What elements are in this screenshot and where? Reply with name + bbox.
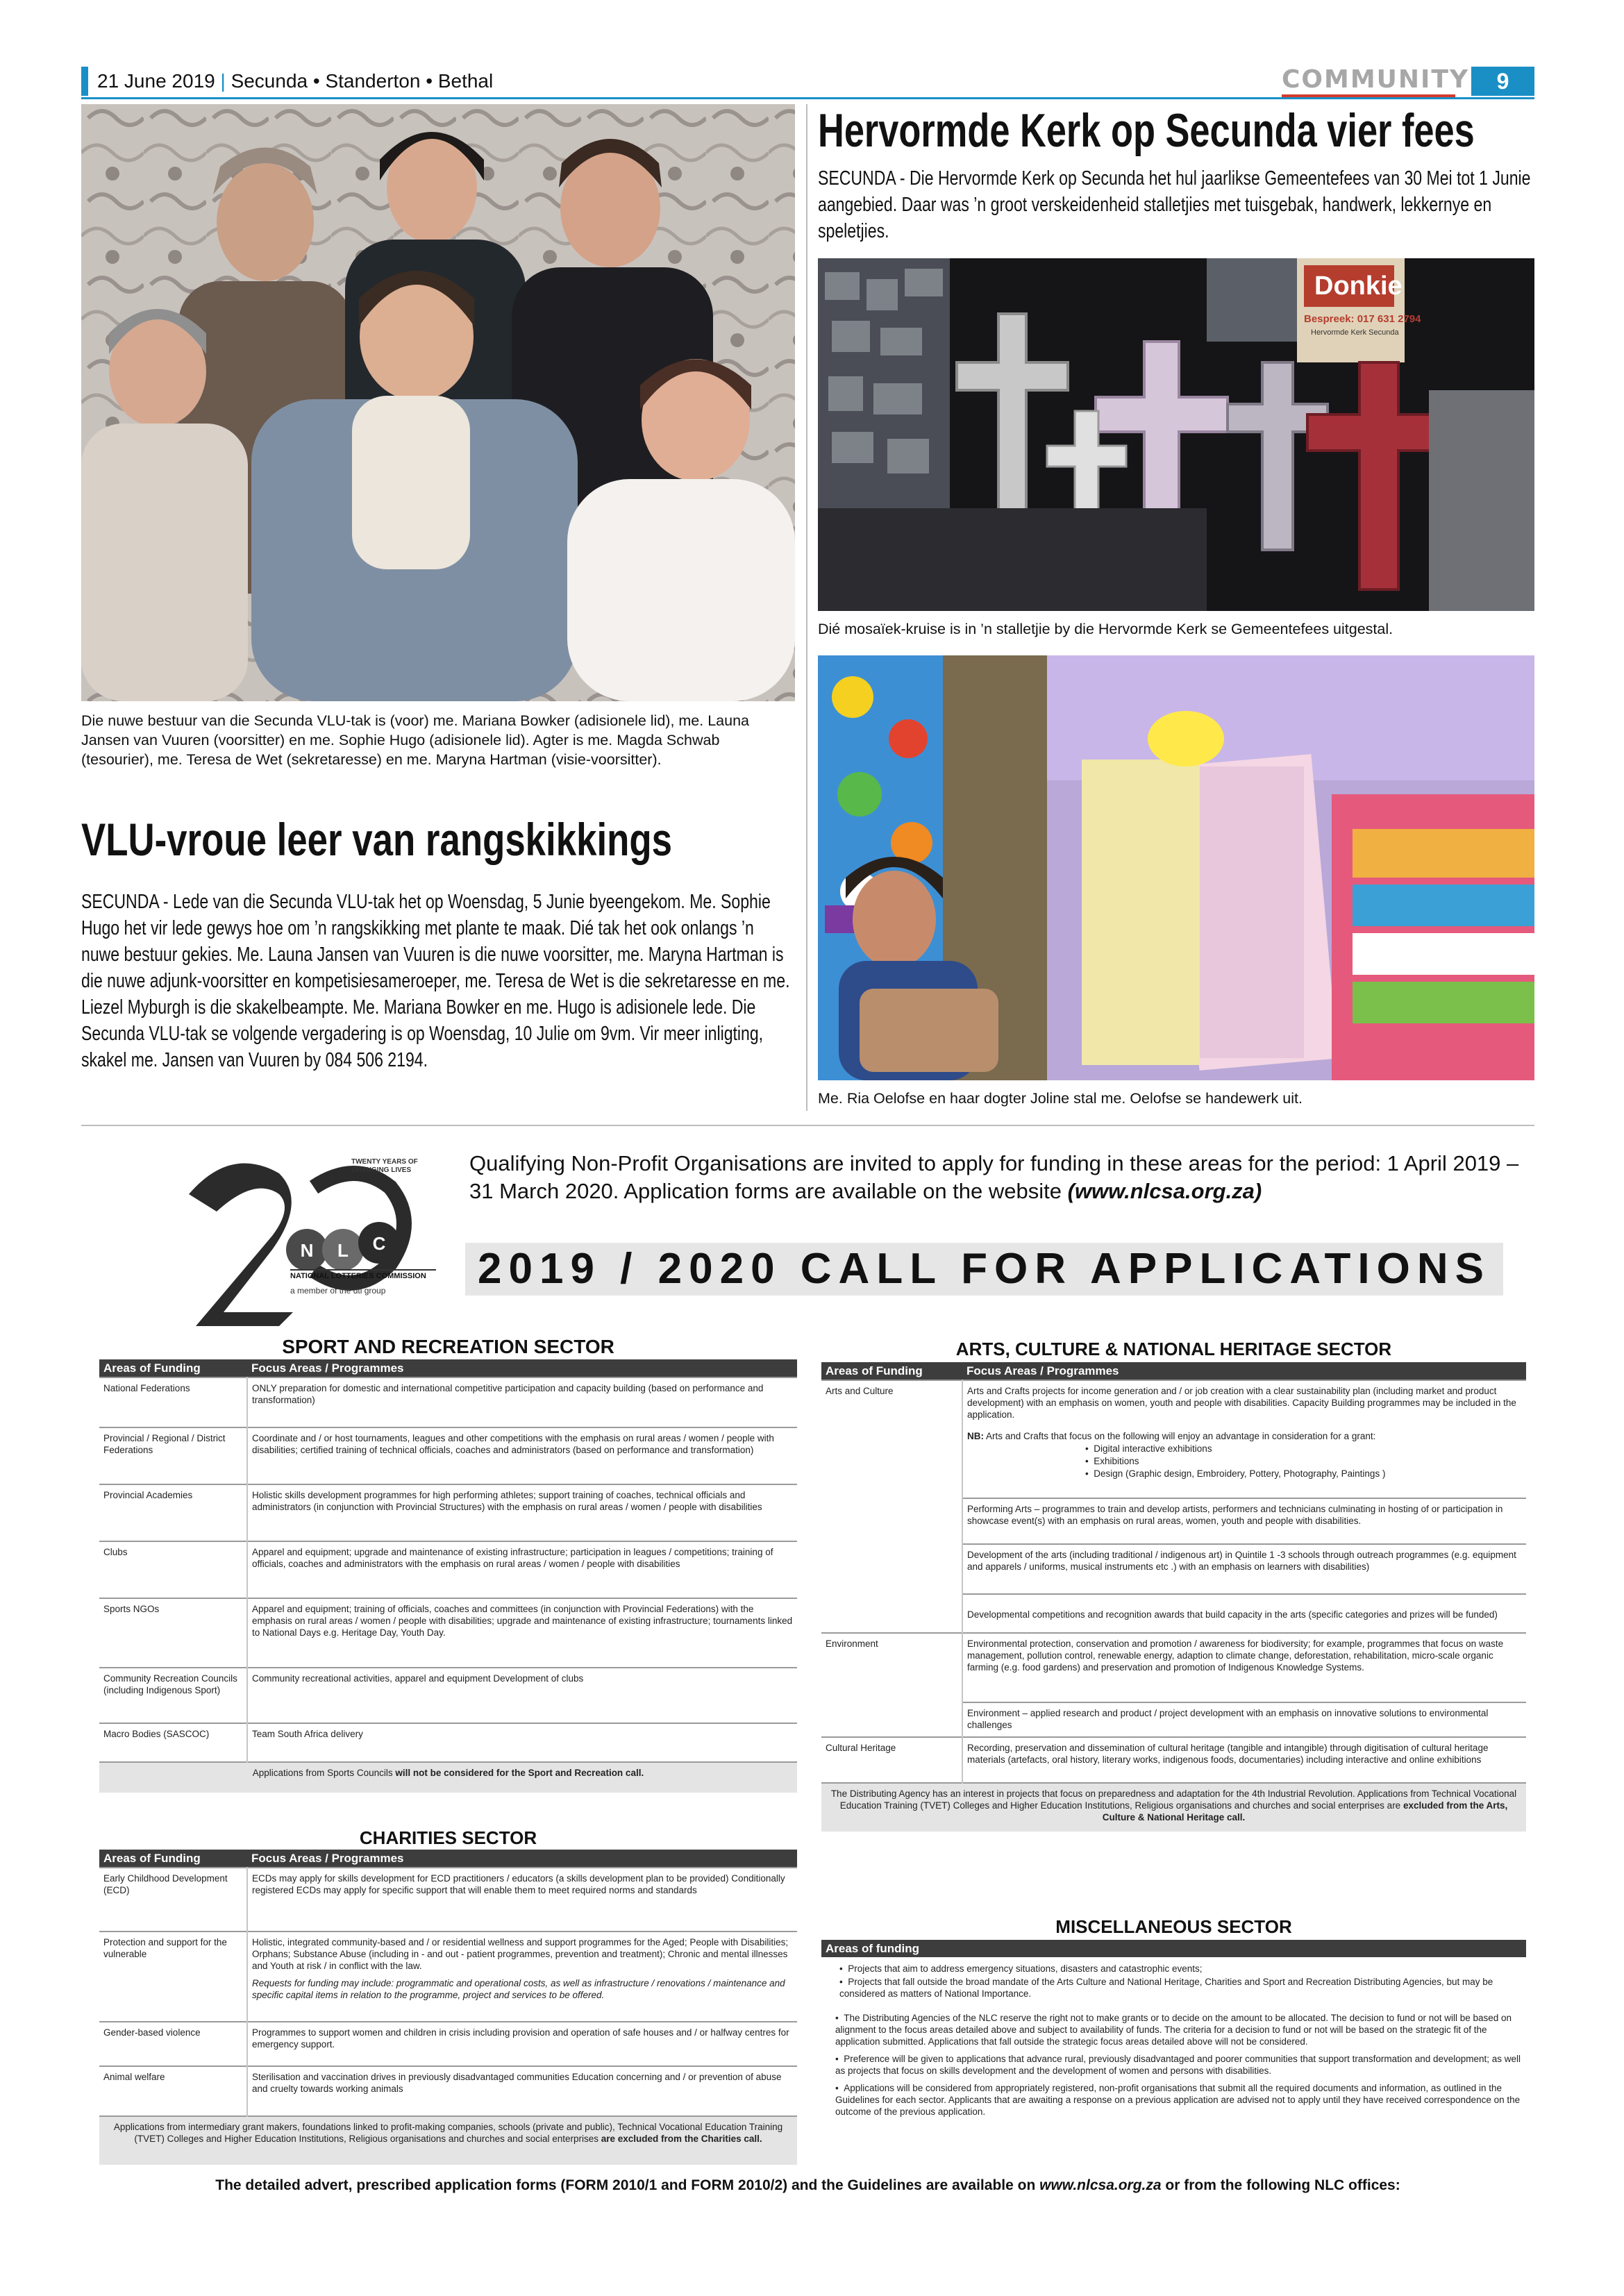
crosses-caption: Dié mosaïek-kruise is in ’n stalletjie by die Hervormde Kerk se Gemeentefees uitgestal. <box>818 621 1393 637</box>
sport-focus: Holistic skills development programmes for high performing athletes; support training of coaches, technical officials and administrators (in conjunction with Provincial Structures) with the emphasis on rural areas / women / people with disabilities <box>247 1484 797 1541</box>
table-row <box>99 2022 797 2066</box>
charities-sector-title: CHARITIES SECTOR <box>359 1827 537 1848</box>
advert-divider-rule <box>81 1125 1534 1126</box>
arts-footer-bold: excluded from the Arts, Culture & National Heritage call. <box>1102 1800 1508 1822</box>
env-area: Environment <box>821 1633 962 1737</box>
charities-focus: Sterilisation and vaccination drives in previously disadvantaged communities Education concerning and / or prevention of abuse and cruelty towards working animals <box>247 2066 797 2116</box>
advert-footer-text: The detailed advert, prescribed application forms (FORM 2010/1 and FORM 2010/2) and the Guidelines are available on <box>215 2177 1036 2193</box>
vlu-group-photo <box>81 104 795 701</box>
table-row <box>821 1380 1526 1498</box>
header-date: 21 June 2019 <box>97 70 215 92</box>
donkie-sign-phone: Bespreek: 017 631 2794 <box>1304 313 1421 325</box>
charities-area: Animal welfare <box>99 2066 247 2116</box>
nlc-logo-letter-n: N <box>300 1240 314 1261</box>
table-row <box>821 1633 1526 1702</box>
charities-sector-table <box>99 1850 797 2165</box>
sport-focus: Apparel and equipment; upgrade and maintenance of existing infrastructure; participation in leagues / competitions; training of officials, coaches and administrators with the emphasis on rural areas / women / people with disabilities <box>247 1541 797 1598</box>
header-page-number: 9 <box>1471 67 1534 96</box>
advert-footer-text-end: or from the following NLC offices: <box>1165 2177 1400 2193</box>
header-rule <box>81 97 1534 99</box>
table-row <box>99 1932 797 2022</box>
arts-col-area: Areas of Funding <box>821 1362 962 1380</box>
table-row <box>99 1723 797 1762</box>
table-row <box>99 1598 797 1668</box>
sport-footer-text: Applications from Sports Councils <box>252 1768 393 1778</box>
sport-area: Provincial Academies <box>99 1484 247 1541</box>
donkie-sign-title: Donkie <box>1314 271 1403 301</box>
charities-focus: Holistic, integrated community-based and / or residential wellness and support programmes for the Aged; People with Disabilities; Orphans; Substance Abuse (including in - and out - patient programmes, prevention and treatment); Chronic and mental illnesses and Youth at risk / in conflict with the law. <box>252 1937 789 1971</box>
advert-intro <box>469 1150 1525 1205</box>
list-item: • Digital interactive exhibitions <box>1085 1443 1212 1454</box>
nlc-logo-letter-c: C <box>372 1233 386 1254</box>
advert-intro-text: Qualifying Non-Profit Organisations are invited to apply for funding in these areas for the period: 1 April 2019 – 31 March 2020. Application forms are available on the website <box>469 1151 1519 1203</box>
kerk-headline: Hervormde Kerk op Secunda vier fees <box>818 104 1475 157</box>
charities-area: Early Childhood Development (ECD) <box>99 1868 247 1932</box>
charities-focus: Programmes to support women and children in crisis including provision and operation of safe houses and / or halfway centres for emergency support. <box>247 2022 797 2066</box>
sport-focus: ONLY preparation for domestic and international competitive participation and capacity building (based on performance and transformation) <box>247 1377 797 1427</box>
advert-footer-link[interactable]: www.nlcsa.org.za <box>1039 2177 1162 2193</box>
list-item: • Exhibitions <box>1085 1456 1139 1466</box>
sport-area: Macro Bodies (SASCOC) <box>99 1723 247 1762</box>
sport-focus: Coordinate and / or host tournaments, leagues and other competitions with the emphasis on rural areas / women / people with disabilities; certified training of technical officials, coaches and administrators (based on performance and transformation) <box>247 1427 797 1484</box>
charities-note: Requests for funding may include: programmatic and operational costs, as well as infrastructure / renovations / maintenance and specific capital items in relation to the programme, project and services to be offered. <box>252 1978 785 2000</box>
heritage-focus: Recording, preservation and dissemination of cultural heritage (tangible and intangible) through digitisation of cultural heritage materials (artefacts, oral history, literary works, indigenous foods, documentaries) including interactive and online exhibitions <box>962 1737 1526 1783</box>
sport-area: Community Recreation Councils (including Indigenous Sport) <box>99 1668 247 1723</box>
misc-sector-table <box>821 1940 1526 2005</box>
advert-footer <box>81 2177 1534 2194</box>
advert-banner-title: 2019 / 2020 CALL FOR APPLICATIONS <box>478 1245 1491 1293</box>
nlc-logo-years: TWENTY YEARS OF CHANGING LIVES <box>351 1158 418 1174</box>
arts-focus: Developmental competitions and recognition awards that build capacity in the arts (specific categories and prizes will be funded) <box>962 1594 1526 1633</box>
advert-website-link[interactable]: (www.nlcsa.org.za) <box>1067 1179 1262 1203</box>
list-item: • The Distributing Agencies of the NLC reserve the right not to make grants or to decide on the amount to be allocated. The decision to fund or not will be based on alignment to the focus areas detailed above and subject to availability of funds. The criteria for a decision to fund or not will be based on the strategic fit of the application submitted. Applications that fall outside the strategic focus areas detailed above will not be considered. <box>835 2013 1512 2047</box>
nlc-logo-org: NATIONAL LOTTERIES COMMISSION <box>290 1269 436 1280</box>
sport-col-area: Areas of Funding <box>99 1359 247 1377</box>
table-row <box>821 1957 1526 2005</box>
charities-area: Gender-based violence <box>99 2022 247 2066</box>
heritage-area: Cultural Heritage <box>821 1737 962 1783</box>
arts-area: Arts and Culture <box>821 1380 962 1633</box>
sport-area: National Federations <box>99 1377 247 1427</box>
misc-col-area: Areas of funding <box>821 1940 1526 1957</box>
sport-footer-row <box>99 1762 797 1793</box>
sport-focus: Community recreational activities, apparel and equipment Development of clubs <box>247 1668 797 1723</box>
list-item: • Preference will be given to applications that advance rural, previously disadvantaged and poorer communities that support transformation and development; as well as projects that focus on skills development and the development of women and persons with disabilities. <box>835 2054 1521 2076</box>
sport-sector-table <box>99 1359 797 1793</box>
table-row <box>821 1737 1526 1783</box>
arts-focus: Performing Arts – programmes to train and develop artists, performers and technicians culminating in hosting of or participation in showcase event(s) with an emphasis on rural areas, women, youth and people with disabilities. <box>962 1498 1526 1544</box>
header-accent-bar <box>81 67 88 96</box>
kerk-body: SECUNDA - Die Hervormde Kerk op Secunda het hul jaarlikse Gemeentefees van 30 Mei tot 1 Junie aangebied. Daar was ’n groot verskeidenheid stalletjies met tuisgebak, handwerk, lekkernye en speletjies. <box>818 167 1531 242</box>
header-towns: Secunda • Standerton • Bethal <box>231 70 494 92</box>
charities-area: Protection and support for the vulnerable <box>99 1932 247 2022</box>
vlu-photo-caption: Die nuwe bestuur van die Secunda VLU-tak is (voor) me. Mariana Bowker (adisionele lid), me. Launa Jansen van Vuuren (voorsitter) en me. Sophie Hugo (adisionele lid). Agter is me. Magda Schwab (tesourier), me. Teresa de Wet (sekretaresse) en me. Maryna Hartman (visie-voorsitter). <box>81 712 749 768</box>
handiwork-photo <box>818 655 1534 1080</box>
list-item: • Projects that aim to address emergency situations, disasters and catastrophic events; <box>839 1963 1203 1974</box>
sport-col-focus: Focus Areas / Programmes <box>247 1359 797 1377</box>
column-rule <box>806 104 807 1111</box>
sport-footer-bold: will not be considered for the Sport and Recreation call. <box>395 1768 644 1778</box>
arts-focus: Arts and Crafts projects for income generation and / or job creation with a clear sustainability plan (including market and product development) with an emphasis on women, youth and people with disabilities. Capacity Building programmes may be included in the application. <box>967 1386 1516 1420</box>
env-focus: Environmental protection, conservation and promotion / awareness for biodiversity; for example, programmes that focus on waste management, pollution control, renewable energy, adaption to climate change, deforestation, rehabilitation, micro-scale organic farming (e.g. food gardens) and preservation and promotion of Indigenous Knowledge Systems. <box>962 1633 1526 1702</box>
charities-col-focus: Focus Areas / Programmes <box>247 1850 797 1868</box>
donkie-sign-sub: Hervormde Kerk Secunda <box>1311 328 1399 337</box>
table-row <box>99 1484 797 1541</box>
nlc-logo-member: a member of the dti group <box>290 1286 386 1296</box>
misc-notes <box>821 2011 1526 2119</box>
header-dateline: 21 June 2019 | Secunda • Standerton • Bethal <box>97 70 494 92</box>
nlc-logo-letter-l: L <box>337 1240 349 1261</box>
sport-sector-title: SPORT AND RECREATION SECTOR <box>282 1336 614 1357</box>
arts-sector-table <box>821 1362 1526 1832</box>
sport-focus: Apparel and equipment; training of officials, coaches and committees (in conjunction with Provincial Federations) with the emphasis on rural areas / women / people with disabilities; upgrade and maintenance of existing infrastructure; tournaments linked to National Days e.g. Heritage Day, Youth Day. <box>247 1598 797 1668</box>
env-focus: Environment – applied research and product / project development with an emphasis on innovative solutions to environmental challenges <box>962 1702 1526 1737</box>
charities-footer-text: Applications from intermediary grant makers, foundations linked to profit-making companies, schools (private and public), Technical Vocational Education Training (TVET) Colleges and Higher Education Institutions, Religious organisations and churches and social enterprises <box>113 2122 783 2144</box>
header-section-name: COMMUNITY <box>1282 65 1470 94</box>
table-row <box>99 1377 797 1427</box>
arts-nb: Arts and Crafts that focus on the following will enjoy an advantage in consideration for a grant: <box>986 1431 1376 1441</box>
arts-focus: Development of the arts (including traditional / indigenous art) in Quintile 1 -3 schools through outreach programmes (e.g. equipment and apparels / uniforms, musical instruments etc .) with an emphasis on learners with disabilities) <box>962 1544 1526 1594</box>
sport-area: Provincial / Regional / District Federations <box>99 1427 247 1484</box>
sport-area: Sports NGOs <box>99 1598 247 1668</box>
mosaic-crosses-photo <box>818 258 1534 611</box>
arts-col-focus: Focus Areas / Programmes <box>962 1362 1526 1380</box>
misc-sector-title: MISCELLANEOUS SECTOR <box>1055 1916 1292 1937</box>
table-row <box>99 1668 797 1723</box>
table-row <box>99 2066 797 2116</box>
vlu-headline: VLU-vroue leer van rangskikkings <box>81 814 672 865</box>
list-item: • Applications will be considered from appropriately registered, non-profit organisations that submit all the required documents and information, as outlined in the Guidelines for each sector. Applicants that are awaiting a response on a previous application are advised not to apply until they have received correspondence on the outcome of the previous application. <box>835 2083 1521 2117</box>
charities-col-area: Areas of Funding <box>99 1850 247 1868</box>
charities-footer-row <box>99 2116 797 2165</box>
arts-sector-title: ARTS, CULTURE & NATIONAL HERITAGE SECTOR <box>955 1339 1392 1359</box>
table-row <box>99 1541 797 1598</box>
arts-footer-row <box>821 1783 1526 1832</box>
list-item: • Design (Graphic design, Embroidery, Pottery, Photography, Paintings ) <box>1085 1468 1386 1479</box>
table-row <box>99 1868 797 1932</box>
list-item: • Projects that fall outside the broad mandate of the Arts Culture and National Heritage, Charities and Sport and Recreation Distributing Agencies, but may be considered as matters of National Importance. <box>839 1977 1493 1999</box>
charities-footer-bold: are excluded from the Charities call. <box>601 2134 762 2144</box>
table-row <box>99 1427 797 1484</box>
charities-focus: ECDs may apply for skills development for ECD practitioners / educators (a skills development plan to be provided) Conditionally registered ECDs may apply for specific support that will enable them to meet required norms and standards <box>247 1868 797 1932</box>
sport-area: Clubs <box>99 1541 247 1598</box>
arts-footer-text: The Distributing Agency has an interest in projects that focus on preparedness and adaptation for the 4th Industrial Revolution. Applications from Technical Vocational Education Training (TVET) Colleges and Higher Education Institutions, Religious organisations and churches and social enterprises are <box>830 1788 1517 1811</box>
arts-nb-label: NB: <box>967 1431 984 1441</box>
handiwork-caption: Me. Ria Oelofse en haar dogter Joline stal me. Oelofse se handewerk uit. <box>818 1090 1303 1107</box>
vlu-body: SECUNDA - Lede van die Secunda VLU-tak het op Woensdag, 5 Junie byeengekom. Me. Sophie Hugo het vir lede gewys hoe om ’n rangskikking met plante te maak. Dié tak het ook onlangs ’n nuwe bestuur gekies. Me. Launa Jansen van Vuuren is die nuwe voorsitter, me. Maryna Hartman is die nuwe adjunk-voorsitter en kompetisiesameroeper, me. Teresa de Wet is die sekretaresse en me. Liezel Myburgh is die skakelbeampte. Me. Mariana Bowker en me. Hugo is adisionele lede. Die Secunda VLU-tak se volgende vergadering is op Woensdag, 10 Julie om 9vm. Vir meer inligting, skakel me. Jansen van Vuuren by 084 506 2194. <box>81 891 790 1071</box>
sport-focus: Team South Africa delivery <box>247 1723 797 1762</box>
